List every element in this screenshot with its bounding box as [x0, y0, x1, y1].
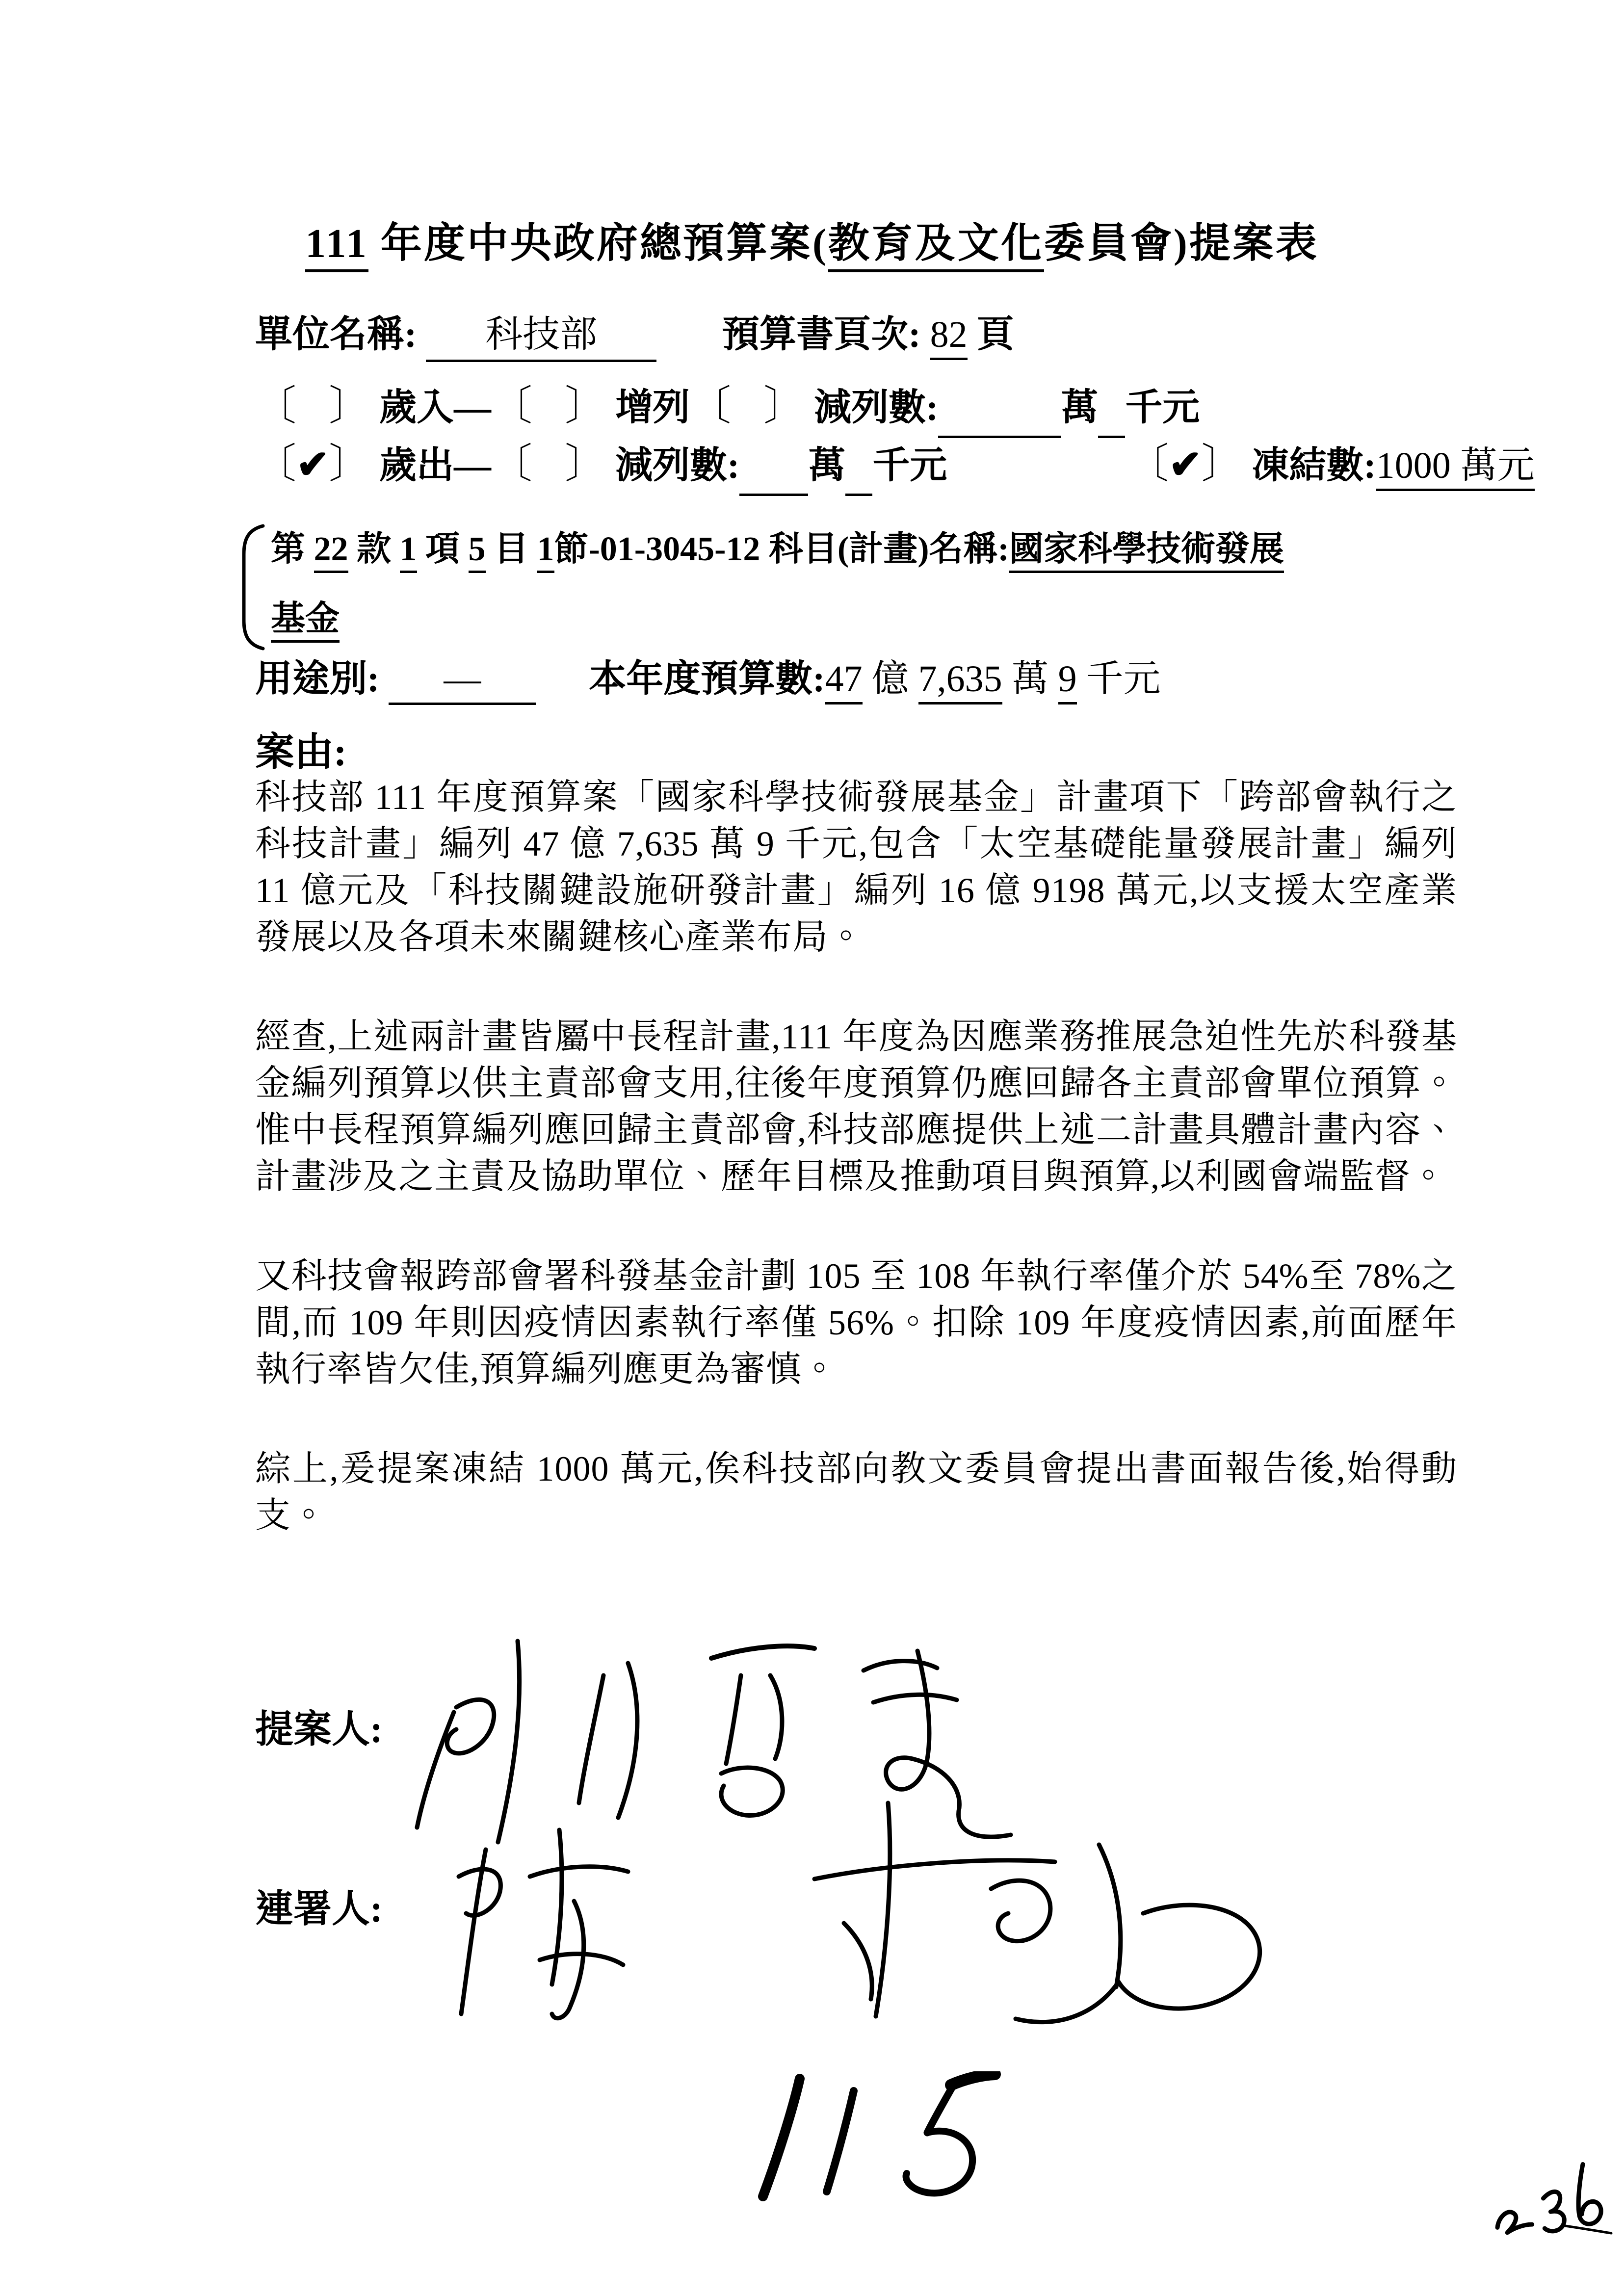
expense-checkbox: ✔ — [296, 444, 330, 487]
amount-blank-field — [845, 459, 872, 496]
item-word: 款 — [357, 530, 391, 568]
unit-name-field: 科技部 — [426, 304, 656, 362]
amount-blank-field — [739, 459, 808, 496]
freeze-value: 1000 萬元 — [1376, 445, 1535, 491]
unit-qianyuan: 千元 — [1086, 658, 1161, 700]
checkbox-bracket-icon: 〕 — [329, 384, 370, 429]
unit-wan: 萬 — [1011, 658, 1049, 700]
budget-page-label: 預算書頁次: — [722, 314, 921, 355]
item-line — [271, 591, 340, 640]
increase-label: 增列 — [615, 387, 690, 428]
case-paragraph: 綜上,爰提案凍結 1000 萬元,俟科技部向教文委員會提出書面報告後,始得動支。 — [255, 1449, 1457, 1535]
checkbox-bracket-icon: 〔 — [491, 384, 533, 429]
title-year: 111 — [305, 221, 368, 272]
checkbox-bracket-icon: 〔 — [1127, 442, 1169, 487]
expense-decrease-label: 減列數: — [615, 445, 740, 486]
budget-page-unit: 頁 — [976, 314, 1014, 355]
proposer-label: 提案人: — [255, 1708, 383, 1750]
case-paragraph: 又科技會報跨部會署科發基金計劃 105 至 108 年執行率僅介於 54%至 78%之間,而 109 年則因疫情因素執行率僅 56%。扣除 109 年度疫情因素,前面歷年執行率皆欠佳,預算編列應更為審慎。 — [255, 1256, 1457, 1389]
unit-wan: 萬 — [1061, 387, 1099, 428]
cosigner-label: 連署人: — [255, 1887, 383, 1930]
case-reason-label: 案由: — [255, 731, 347, 774]
title-part1: 年度中央政府總預算案( — [368, 221, 828, 266]
handwritten-corner-number — [1474, 2152, 1624, 2262]
checkbox-bracket-icon: 〕 — [565, 442, 606, 487]
unit-name-label: 單位名稱: — [255, 314, 417, 355]
budget-page-value: 82 — [930, 314, 968, 360]
subject-value-continued: 基金 — [271, 600, 340, 643]
freeze-label: 凍結數: — [1252, 445, 1376, 486]
checkbox-bracket-icon: 〕 — [1201, 442, 1243, 487]
item-jie-number: 1 — [537, 530, 554, 573]
unit-row — [255, 304, 1014, 362]
usage-field: — — [389, 658, 536, 705]
expense-row — [255, 431, 1535, 490]
unit-wan: 萬 — [808, 445, 846, 486]
budget-amount-qian: 9 — [1058, 658, 1077, 704]
checkbox-bracket-icon: 〕 — [565, 384, 606, 429]
item-kuan-number: 22 — [314, 530, 348, 573]
title-committee: 教育及文化 — [828, 221, 1044, 272]
title-part2: 委員會)提案表 — [1044, 221, 1319, 266]
item-code: 節-01-3045-12 — [554, 530, 760, 568]
case-body — [255, 774, 1457, 1592]
checkbox-bracket-icon: 〕 — [329, 442, 370, 487]
unit-qianyuan: 千元 — [1125, 387, 1200, 428]
usage-label: 用途別: — [255, 658, 380, 700]
item-word: 目 — [494, 530, 528, 568]
checkbox-bracket-icon: 〔 — [491, 442, 533, 487]
usage-row — [255, 649, 1161, 705]
item-line — [271, 521, 1284, 571]
item-word: 第 — [271, 530, 305, 568]
revenue-label: 歲入 — [379, 387, 454, 428]
budget-amount-yi: 47 — [825, 658, 863, 704]
expense-label: 歲出 — [379, 445, 454, 486]
decrease-label: 減列數: — [814, 387, 939, 428]
corner-stray-mark — [1559, 2221, 1614, 2236]
case-paragraph: 經查,上述兩計畫皆屬中長程計畫,111 年度為因應業務推展急迫性先於科發基金編列預算以供主責部會支用,往後年度預算仍應回歸各主責部會單位預算。惟中長程預算編列應回歸主責部會,科技部應提供上述二計畫具體計畫內容、計畫涉及之主責及協助單位、歷年目標及推動項目與預算,以利國會端監督。 — [255, 1017, 1457, 1196]
checkbox-bracket-icon: 〕 — [763, 384, 805, 429]
unit-qianyuan: 千元 — [872, 445, 947, 486]
item-word: 項 — [425, 530, 460, 568]
page-title — [0, 210, 1624, 269]
annual-budget-label: 本年度預算數: — [589, 658, 825, 700]
item-section-bracket-icon — [235, 523, 266, 652]
subject-value: 國家科學技術發展 — [1009, 530, 1284, 573]
handwritten-page-number — [721, 2071, 1006, 2204]
dash: — — [454, 445, 492, 486]
dash: — — [454, 387, 492, 428]
budget-amount-wan: 7,635 — [918, 658, 1002, 704]
item-xiang-number: 1 — [400, 530, 417, 573]
freeze-checkbox: ✔ — [1169, 444, 1202, 487]
cosigner-signature-2 — [780, 1796, 1310, 2041]
item-mu-number: 5 — [469, 530, 486, 573]
revenue-row — [255, 373, 1200, 432]
cosigner-signature-1 — [412, 1803, 770, 2034]
subject-label: 科目(計畫)名稱: — [768, 530, 1009, 568]
checkbox-bracket-icon: 〔 — [255, 384, 297, 429]
checkbox-bracket-icon: 〔 — [690, 384, 732, 429]
case-paragraph: 科技部 111 年度預算案「國家科學技術發展基金」計畫項下「跨部會執行之科技計畫」編列 47 億 7,635 萬 9 千元,包含「太空基礎能量發展計畫」編列 11 億元及「科技關鍵設施研發計畫」編列 16 億 9198 萬元,以支援太空產業發展以及各項未來關鍵核心產業布局。 — [255, 778, 1457, 957]
unit-yi: 億 — [871, 658, 909, 700]
checkbox-bracket-icon: 〔 — [255, 442, 297, 487]
